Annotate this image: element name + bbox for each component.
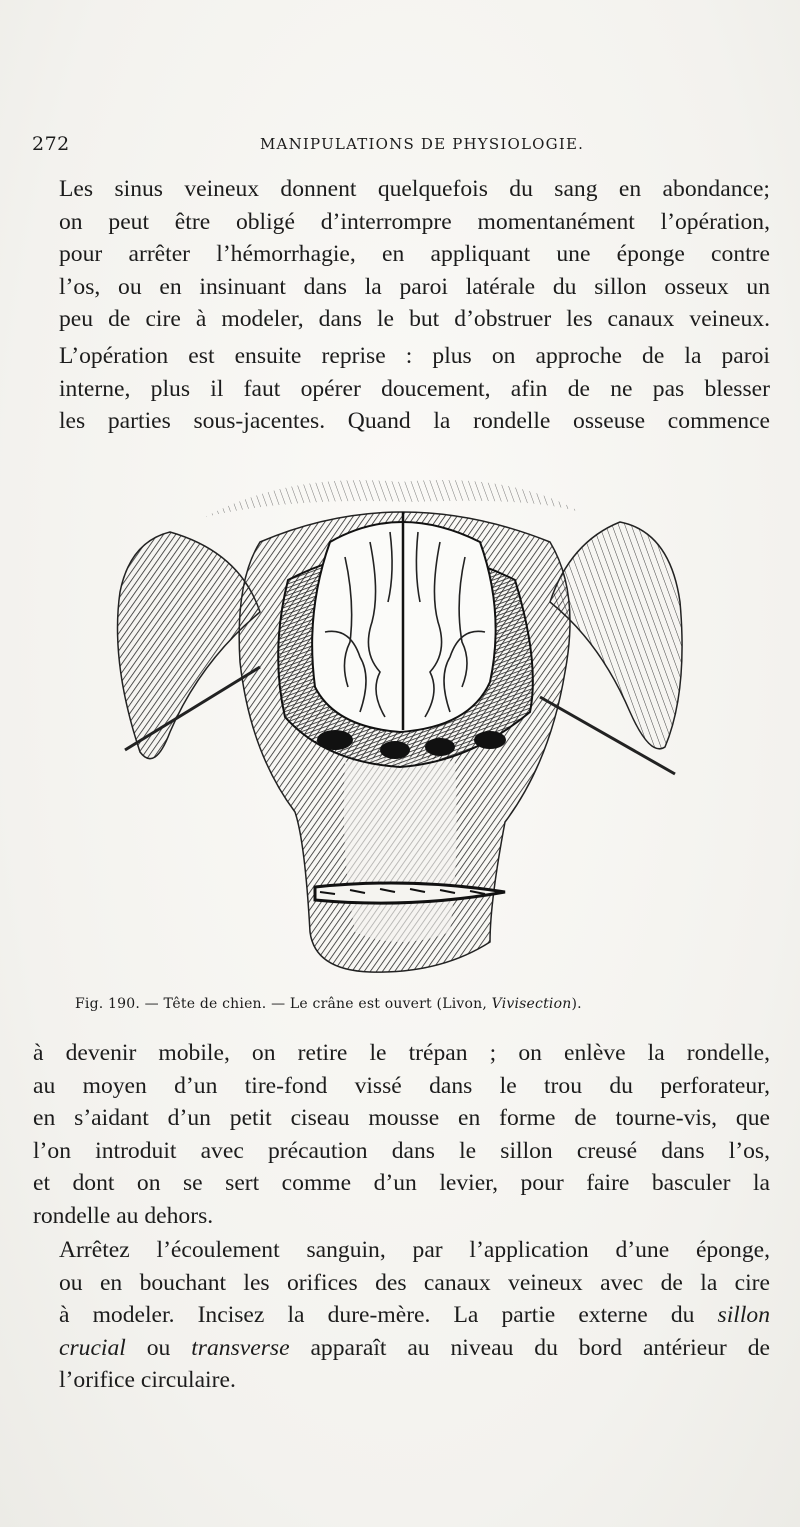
caption-source-title: Vivisection	[491, 996, 572, 1012]
text-line: et dont on se sert comme d’un levier, pour faire basculer la	[33, 1170, 770, 1197]
text-line: peu de cire à modeler, dans le but d’obstruer les canaux veineux.	[59, 306, 770, 333]
text-line: rondelle au dehors.	[33, 1202, 214, 1229]
text-line: pour arrêter l’hémorrhagie, en appliquant une éponge contre	[59, 241, 770, 268]
emphasis-crucial: crucial	[59, 1334, 126, 1361]
text-line: les parties sous-jacentes. Quand la rondelle osseuse commence	[59, 408, 770, 435]
paragraph-3	[33, 1037, 770, 1233]
paragraph-1	[33, 173, 770, 336]
text-line-with-emphasis	[33, 1299, 770, 1332]
text-segment: ou	[146, 1334, 171, 1361]
text-line: Arrêtez l’écoulement sanguin, par l’application d’une éponge,	[59, 1237, 770, 1263]
text-line: l’orifice circulaire.	[59, 1367, 236, 1394]
paragraph-2	[33, 340, 770, 438]
text-line: au moyen d’un tire-fond vissé dans le trou du perforateur,	[33, 1072, 770, 1099]
text-line: interne, plus il faut opérer doucement, afin de ne pas blesser	[59, 375, 770, 402]
dog-head-engraving	[110, 462, 695, 984]
page-number: 272	[32, 133, 70, 155]
page-header	[32, 133, 772, 159]
text-segment: apparaît au niveau du bord antérieur de	[310, 1334, 770, 1361]
emphasis-transverse: transverse	[191, 1334, 290, 1361]
text-segment: à modeler. Incisez la dure-mère. La partie externe du	[59, 1302, 695, 1329]
running-head: MANIPULATIONS DE PHYSIOLOGIE.	[260, 135, 585, 153]
paragraph-4	[33, 1234, 770, 1397]
text-line-with-emphasis	[33, 1332, 770, 1365]
text-line: l’on introduit avec précaution dans le sillon creusé dans l’os,	[33, 1137, 770, 1164]
caption-text: Fig. 190. — Tête de chien. — Le crâne est ouvert (Livon,	[75, 996, 487, 1012]
text-line: on peut être obligé d’interrompre momentanément l’opération,	[59, 208, 770, 235]
caption-end: ).	[571, 996, 582, 1012]
text-line: ou en bouchant les orifices des canaux veineux avec de la cire	[59, 1269, 770, 1296]
text-line: L’opération est ensuite reprise : plus on approche de la paroi	[59, 343, 770, 369]
text-line: l’os, ou en insinuant dans la paroi latérale du sillon osseux un	[59, 273, 770, 300]
figure-caption	[75, 996, 735, 1012]
text-line: à devenir mobile, on retire le trépan ; on enlève la rondelle,	[33, 1040, 770, 1066]
text-line: Les sinus veineux donnent quelquefois du sang en abondance;	[59, 176, 770, 202]
figure-dog-head-illustration	[110, 462, 695, 984]
text-line: en s’aidant d’un petit ciseau mousse en forme de tourne-vis, que	[33, 1105, 770, 1132]
emphasis-sillon: sillon	[717, 1302, 770, 1329]
